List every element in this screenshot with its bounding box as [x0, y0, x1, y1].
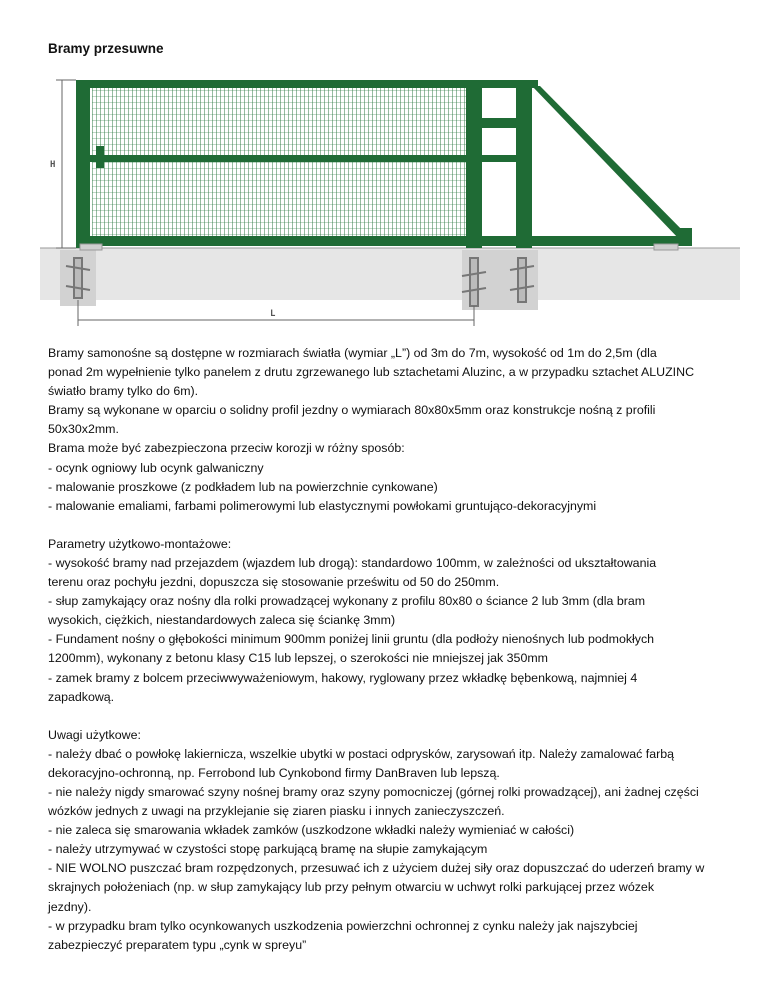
usage-line: skrajnych położeniach (np. w słup zamykający lub przy pełnym otwarciu w uchwyt rolki parkującej przez wózek [48, 880, 655, 895]
intro-line: 50x30x2mm. [48, 422, 119, 437]
params-line: - zamek bramy z bolcem przeciwwyważeniowym, hakowy, ryglowany przez wkładkę bębenkową, najmniej 4 [48, 670, 638, 685]
sliding-gate-diagram [0, 70, 768, 330]
params-line: 1200mm), wykonany z betonu klasy C15 lub lepszej, o szerokości nie mniejszej jak 350mm [48, 651, 548, 666]
params-line: terenu oraz pochyłu jezdni, dopuszcza się stosowanie prześwitu od 50 do 250mm. [48, 575, 500, 590]
usage-line: - w przypadku bram tylko ocynkowanych uszkodzenia powierzchni ochronnej z cynku należy jak najszybciej [48, 918, 638, 933]
usage-line: zabezpieczyć preparatem typu „cynk w spreyu” [48, 937, 307, 952]
params-line: zapadkową. [48, 689, 115, 704]
params-line: - wysokość bramy nad przejazdem (wjazdem lub drogą): standardowo 100mm, w zależności od ukształtowania [48, 555, 657, 570]
usage-line: - nie zaleca się smarowania wkładek zamków (uszkodzone wkładki należy wymieniać w całości) [48, 823, 575, 838]
usage-line: - NIE WOLNO puszczać bram rozpędzonych, przesuwać ich z użyciem dużej siły oraz dopuszczać do uderzeń bramy w [48, 861, 705, 876]
intro-line: Bramy samonośne są dostępne w rozmiarach światła (wymiar „L”) od 3m do 7m, wysokość od 1m do 2,5m (dla [48, 346, 657, 360]
params-line: - Fundament nośny o głębokości minimum 900mm poniżej linii gruntu (dla podłoży nienośnych lub podmokłych [48, 632, 655, 647]
intro-line: Bramy są wykonane w oparciu o solidny profil jezdny o wymiarach 80x80x5mm oraz konstrukcje nośną z profili [48, 403, 656, 418]
intro-section [48, 344, 728, 955]
usage-line: jezdny). [48, 899, 92, 914]
intro-line: ponad 2m wypełnienie tylko panelem z drutu zgrzewanego lub sztachetami Aluzinc, a w przypadku sztachet ALUZINC [48, 365, 695, 380]
usage-line: - nie należy nigdy smarować szyny nośnej bramy oraz szyny pomocniczej (górnej rolki prowadzącej), ani żadnej części [48, 784, 699, 799]
usage-line: - należy dbać o powłokę lakiernicza, wszelkie ubytki w postaci odprysków, zarysowań itp. Należy zamalować farbą [48, 746, 675, 761]
usage-line: - należy utrzymywać w czystości stopę parkującą bramę na słupie zamykającym [48, 842, 488, 857]
length-label: L [270, 309, 276, 319]
intro-line: światło bramy tylko do 6m). [48, 384, 199, 399]
params-line: - słup zamykający oraz nośny dla rolki prowadzącej wykonany z profilu 80x80 o ściance 2 lub 3mm (dla bram [48, 594, 646, 609]
page-title: Bramy przesuwne [48, 41, 164, 56]
intro-line: Brama może być zabezpieczona przeciw korozji w różny sposób: [48, 441, 405, 456]
height-label: H [50, 160, 56, 170]
params-line: wysokich, ciężkich, niestandardowych zaleca się ściankę 3mm) [48, 613, 396, 628]
params-heading: Parametry użytkowo-montażowe: [48, 536, 232, 551]
ground-strip [40, 248, 740, 300]
length-dimension [78, 300, 474, 326]
usage-heading: Uwagi użytkowe: [48, 727, 141, 742]
height-dimension [56, 80, 76, 248]
intro-line: - ocynk ogniowy lub ocynk galwaniczny [48, 460, 264, 475]
intro-line: - malowanie emaliami, farbami polimerowymi lub elastycznymi powłokami gruntująco-dekoracyjnymi [48, 498, 597, 513]
intro-line: - malowanie proszkowe (z podkładem lub na powierzchnie cynkowane) [48, 479, 438, 494]
usage-line: dekoracyjno-ochronną, np. Ferrobond lub Cynkobond firmy DanBraven lub lepszą. [48, 765, 500, 780]
usage-line: wózków jednych z uwagi na przyklejanie się ziaren piasku i innych zanieczyszczeń. [48, 804, 505, 819]
